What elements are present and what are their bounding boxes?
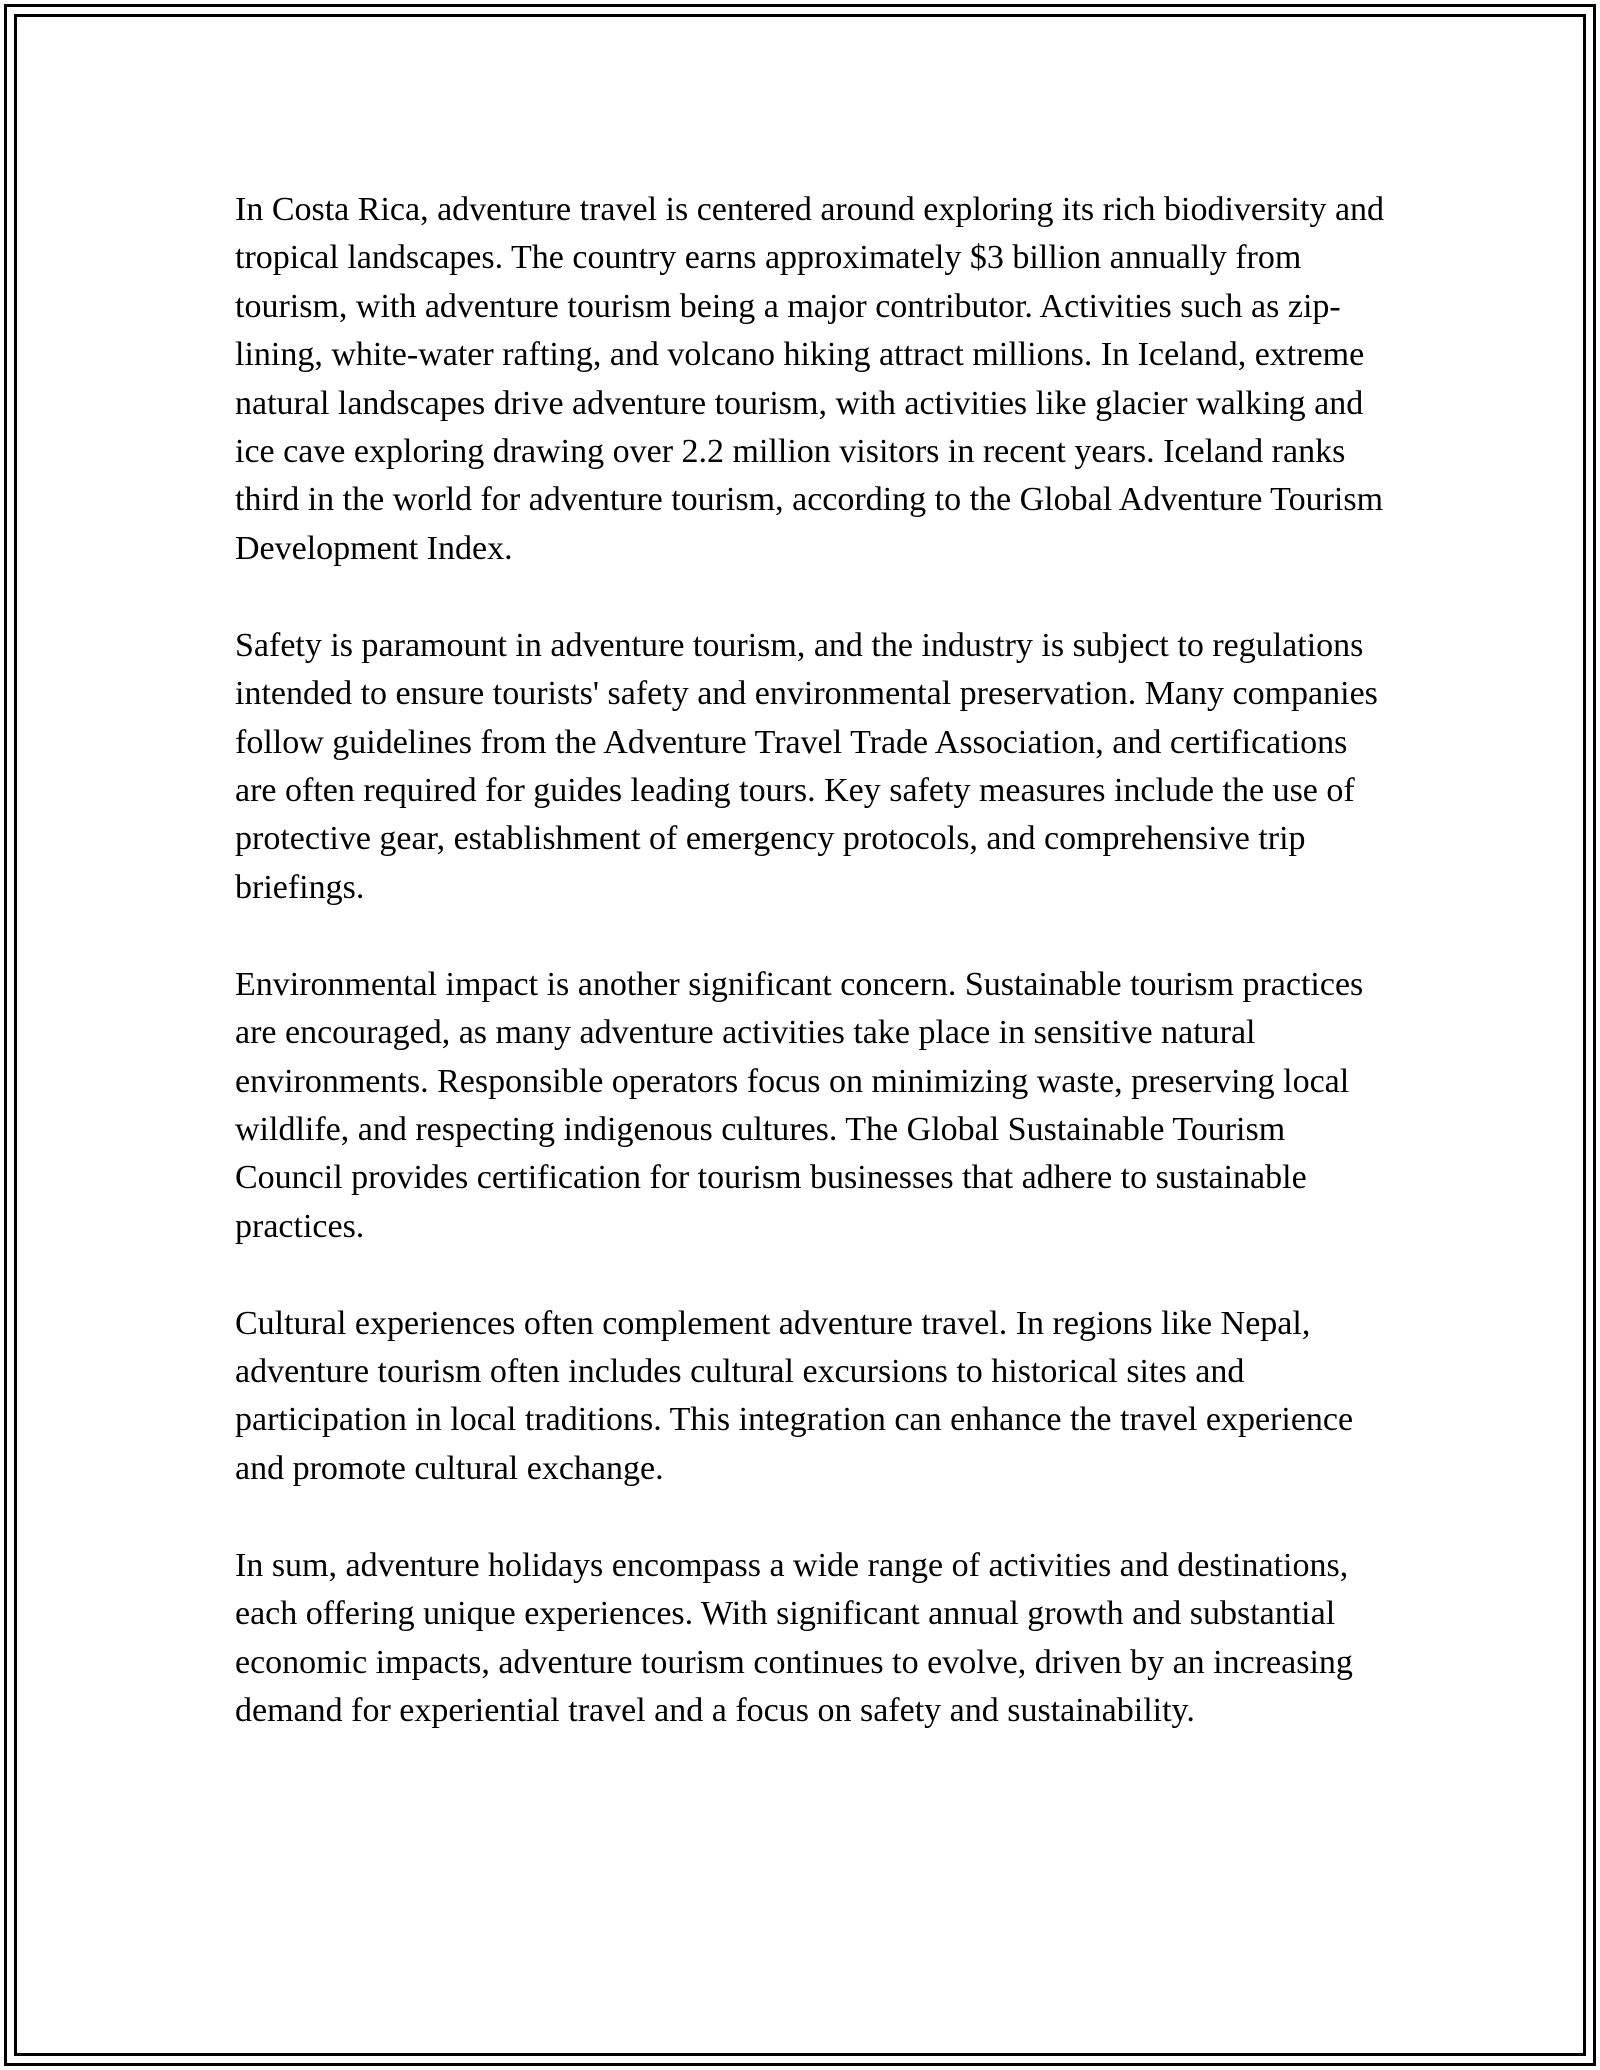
paragraph-costa-rica-iceland: In Costa Rica, adventure travel is centered around exploring its rich biodiversity and tropical landscapes. The country earns approximately $3 billion annually from tourism, with adventure tourism being a major contributor. Activities such as zip-lining, white-water rafting, and volcano hiking attract millions. In Iceland, extreme natural landscapes drive adventure tourism, with activities like glacier walking and ice cave exploring drawing over 2.2 million visitors in recent years. Iceland ranks third in the world for adventure tourism, according to the Global Adventure Tourism Development Index. <box>235 191 1385 567</box>
paragraph-conclusion: In sum, adventure holidays encompass a wide range of activities and destinations, each offering unique experiences. With significant annual growth and substantial economic impacts, adventure tourism continues to evolve, driven by an increasing demand for experiential travel and a focus on safety and sustainability. <box>235 1546 1353 1729</box>
document-body <box>235 186 1385 1735</box>
paragraph-environmental-impact: Environmental impact is another significant concern. Sustainable tourism practices are encouraged, as many adventure activities take place in sensitive natural environments. Responsible operators focus on minimizing waste, preserving local wildlife, and respecting indigenous cultures. The Global Sustainable Tourism Council provides certification for tourism businesses that adhere to sustainable practices. <box>235 965 1364 1245</box>
paragraph-cultural-experiences: Cultural experiences often complement adventure travel. In regions like Nepal, adventure tourism often includes cultural excursions to historical sites and participation in local traditions. This integration can enhance the travel experience and promote cultural exchange. <box>235 1304 1354 1487</box>
paragraph-safety: Safety is paramount in adventure tourism, and the industry is subject to regulations intended to ensure tourists' safety and environmental preservation. Many companies follow guidelines from the Adventure Travel Trade Association, and certifications are often required for guides leading tours. Key safety measures include the use of protective gear, establishment of emergency protocols, and comprehensive trip briefings. <box>235 626 1378 906</box>
